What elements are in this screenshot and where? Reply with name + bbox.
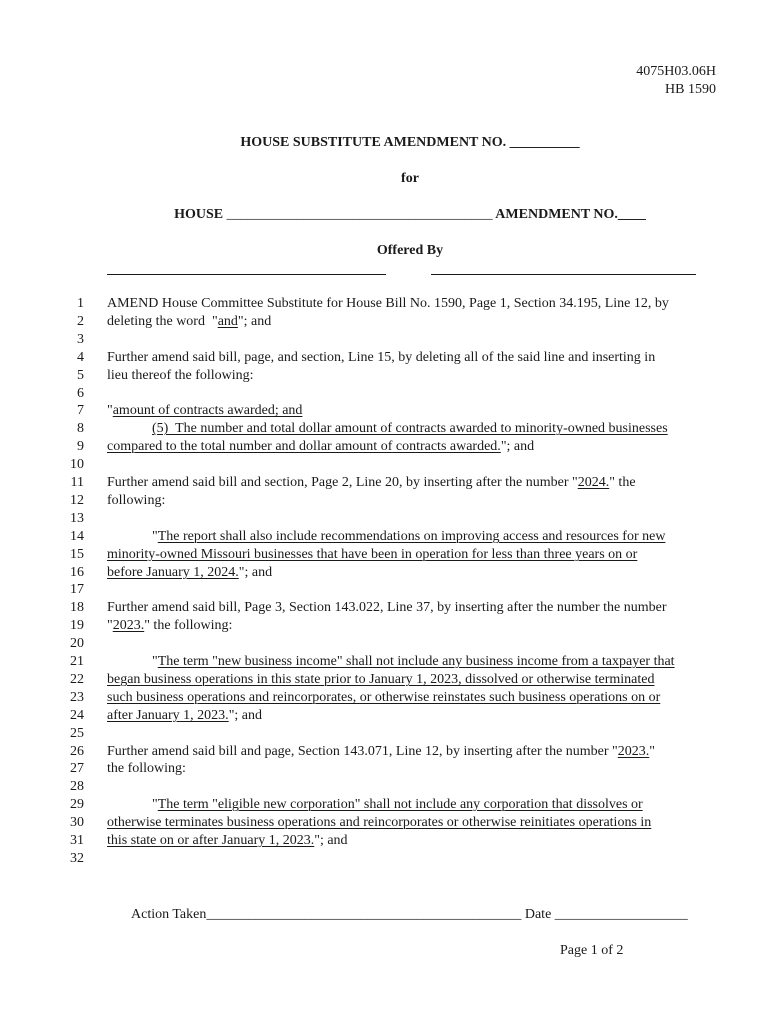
line-number: 8	[77, 421, 84, 436]
text-line	[107, 492, 165, 510]
offered-by-label: Offered By	[376, 243, 444, 258]
text-line	[107, 367, 254, 385]
line-number: 11	[70, 475, 84, 490]
line-text: "	[649, 744, 655, 759]
inserted-text: amount of contracts awarded; and	[112, 403, 303, 418]
line-text: "; and	[238, 565, 273, 580]
text-line	[107, 599, 667, 617]
line-text: Further amend said bill, page, and section, Line 15, by deleting all of the said line and inserting in	[107, 350, 656, 365]
line-text: "	[152, 529, 158, 544]
inserted-text: minority-owned Missouri businesses that have been in operation for less than three years on or	[107, 547, 638, 562]
text-line	[107, 796, 643, 814]
text-line	[107, 528, 665, 546]
line-number: 12	[70, 493, 84, 508]
text-line	[107, 474, 636, 492]
inserted-text: (5) The number and total dollar amount of contracts awarded to minority-owned businesses	[152, 421, 668, 436]
text-line	[107, 760, 186, 778]
line-text: AMEND House Committee Substitute for House Bill No. 1590, Page 1, Section 34.195, Line 12, by	[107, 296, 669, 311]
line-number: 1	[77, 296, 84, 311]
line-number: 27	[70, 761, 84, 776]
inserted-text: compared to the total number and dollar amount of contracts awarded.	[107, 439, 501, 454]
text-line	[107, 438, 534, 456]
line-number: 3	[77, 332, 84, 347]
line-number: 32	[70, 851, 84, 866]
line-number: 2	[77, 314, 84, 329]
inserted-text: and	[217, 314, 238, 329]
bill-reference: HB 1590	[665, 82, 716, 97]
text-line	[107, 402, 302, 420]
line-text: " the	[609, 475, 636, 490]
line-text: "; and	[228, 708, 263, 723]
house-amendment-line	[25, 207, 770, 223]
line-number: 24	[70, 708, 84, 723]
text-line	[107, 617, 232, 635]
text-line	[107, 743, 655, 761]
inserted-text: otherwise terminates business operations and reincorporates or otherwise reinitiates operations in	[107, 815, 652, 830]
line-number: 20	[70, 636, 84, 651]
inserted-text: before January 1, 2024.	[107, 565, 239, 580]
line-text: "; and	[314, 833, 348, 848]
line-text: "	[107, 618, 113, 633]
text-line	[107, 564, 272, 582]
sponsor-signature-line-right	[431, 274, 696, 275]
page-number: Page 1 of 2	[560, 943, 624, 958]
document-code: 4075H03.06H	[636, 64, 716, 79]
text-line	[107, 420, 668, 438]
inserted-text: 2023.	[112, 618, 145, 633]
line-text: "; and	[500, 439, 535, 454]
inserted-text: such business operations and reincorporates, or otherwise reinstates such business operations on or	[107, 690, 661, 705]
action-taken-blank: _____________________________________________	[206, 907, 522, 922]
line-text: "	[107, 403, 113, 418]
text-line	[107, 313, 271, 331]
line-number: 31	[70, 833, 84, 848]
text-line	[107, 707, 262, 725]
line-number: 19	[70, 618, 84, 633]
inserted-text: after January 1, 2023.	[107, 708, 229, 723]
house-blank: ______________________________________	[226, 207, 493, 222]
text-line	[107, 671, 654, 689]
text-line	[107, 653, 675, 671]
action-taken-row	[131, 907, 688, 923]
text-line	[107, 814, 651, 832]
line-number: 10	[70, 457, 84, 472]
date-label: Date	[521, 907, 555, 922]
line-text: Further amend said bill and page, Section 143.071, Line 12, by inserting after the number "	[107, 744, 618, 759]
line-number: 9	[77, 439, 84, 454]
line-number: 29	[70, 797, 84, 812]
inserted-text: The term "new business income" shall not include any business income from a taxpayer that	[157, 654, 675, 669]
date-blank: ___________________	[554, 907, 688, 922]
line-text: lieu thereof the following:	[107, 368, 254, 383]
line-number: 23	[70, 690, 84, 705]
line-text: the following:	[107, 761, 186, 776]
line-number: 22	[70, 672, 84, 687]
line-text: Further amend said bill, Page 3, Section 143.022, Line 37, by inserting after the number the number	[107, 600, 667, 615]
line-text: " the following:	[144, 618, 233, 633]
text-line	[107, 349, 655, 367]
line-number: 28	[70, 779, 84, 794]
line-number: 6	[77, 386, 84, 401]
amendment-no-label: AMENDMENT NO.____	[492, 207, 646, 222]
inserted-text: this state on or after January 1, 2023.	[107, 833, 315, 848]
inserted-text: 2024.	[577, 475, 610, 490]
inserted-text: The term "eligible new corporation" shall not include any corporation that dissolves or	[157, 797, 643, 812]
line-number: 7	[77, 403, 84, 418]
line-number: 25	[70, 726, 84, 741]
line-number: 18	[70, 600, 84, 615]
action-taken-label: Action Taken	[131, 907, 207, 922]
house-prefix: HOUSE	[174, 207, 227, 222]
inserted-text: 2023.	[617, 744, 650, 759]
line-text: deleting the word "	[107, 314, 218, 329]
line-text: Further amend said bill and section, Page 2, Line 20, by inserting after the number "	[107, 475, 578, 490]
line-text: "	[152, 654, 158, 669]
inserted-text: The report shall also include recommendations on improving access and resources for new	[157, 529, 666, 544]
line-number: 13	[70, 511, 84, 526]
line-number: 4	[77, 350, 84, 365]
line-number: 14	[70, 529, 84, 544]
inserted-text: began business operations in this state prior to January 1, 2023, dissolved or otherwise terminated	[107, 672, 655, 687]
line-number: 30	[70, 815, 84, 830]
text-line	[107, 689, 660, 707]
for-label: for	[401, 171, 419, 186]
line-number: 15	[70, 547, 84, 562]
line-text: "; and	[237, 314, 272, 329]
text-line	[107, 832, 348, 850]
line-number: 21	[70, 654, 84, 669]
line-number: 26	[70, 744, 84, 759]
line-number: 5	[77, 368, 84, 383]
sponsor-signature-line-left	[107, 274, 386, 275]
line-number: 17	[70, 582, 84, 597]
text-line	[107, 295, 669, 313]
line-text: "	[152, 797, 158, 812]
line-text: following:	[107, 493, 166, 508]
text-line	[107, 546, 637, 564]
amendment-title: HOUSE SUBSTITUTE AMENDMENT NO. __________	[240, 135, 580, 150]
line-number: 16	[70, 565, 84, 580]
